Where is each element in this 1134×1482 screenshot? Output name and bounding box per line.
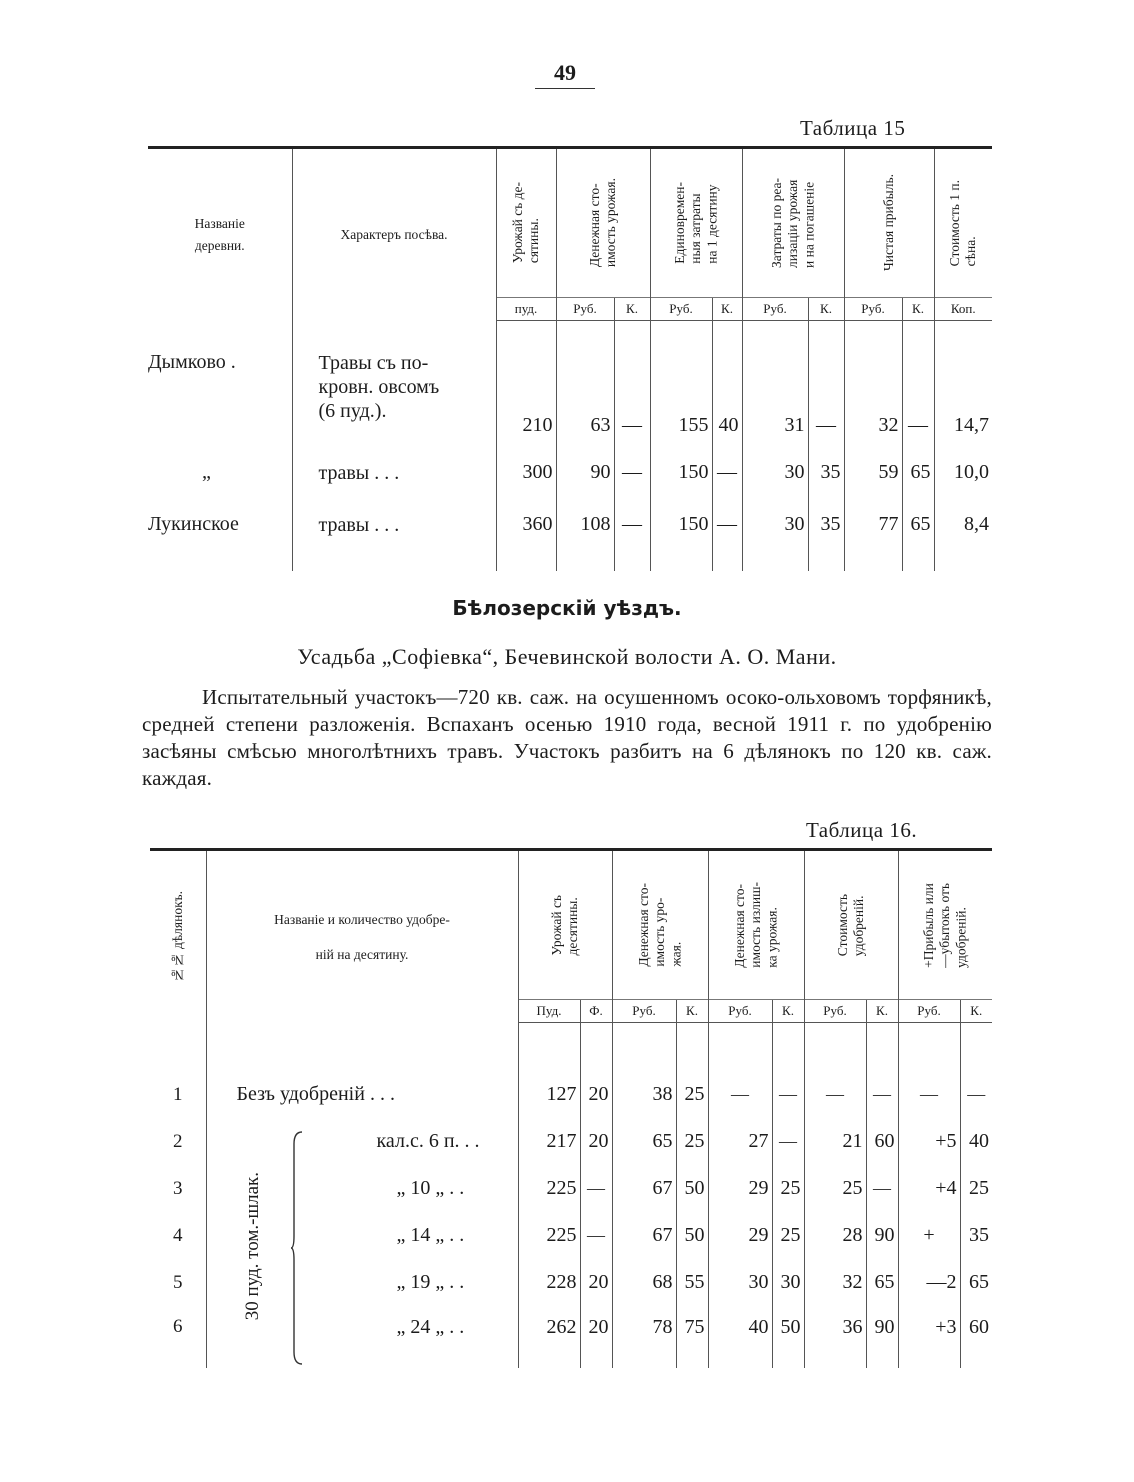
table-cell: 155: [650, 321, 712, 445]
unit-kop: К.: [902, 298, 934, 321]
unit-rub: Руб.: [650, 298, 712, 321]
table-cell: —: [960, 1071, 992, 1118]
table-cell: —: [902, 321, 934, 445]
table-cell: 25: [676, 1071, 708, 1118]
estate-line: Усадьба „Софіевка“, Бечевинской волости А. О. Мани.: [297, 644, 837, 669]
unit-k: К.: [866, 1000, 898, 1023]
table-cell: —: [712, 501, 742, 571]
table-cell: 4: [173, 1224, 183, 1246]
table-cell: 59: [844, 445, 902, 501]
table-cell: —: [772, 1118, 804, 1165]
header-realization-costs: Затраты по реа- лизаціи урожая и на погашеніе: [742, 148, 844, 298]
table-16: [150, 848, 992, 1368]
table-cell: 6: [173, 1316, 183, 1337]
table-cell: 20: [580, 1118, 612, 1165]
table-cell: 20: [580, 1306, 612, 1368]
section-title: Бѣлозерскій уѣздъ.: [452, 596, 682, 620]
header-money-surplus: Денежная сто- имость излиш- ка урожая.: [708, 850, 804, 1000]
table-cell: 35: [808, 501, 844, 571]
header-profit-loss: +Прибыль или —убытокъ отъ удобреній.: [898, 850, 992, 1000]
table-cell: 25: [676, 1118, 708, 1165]
table-row: [150, 1165, 992, 1212]
table-row: [150, 1306, 992, 1368]
table-cell: 25: [960, 1165, 992, 1212]
unit-kop: К.: [712, 298, 742, 321]
table-cell: 21: [804, 1118, 866, 1165]
table-cell: 65: [612, 1118, 676, 1165]
unit-k: К.: [772, 1000, 804, 1023]
unit-rub: Руб.: [556, 298, 614, 321]
table-cell: 32: [844, 321, 902, 445]
table-cell: 300: [496, 445, 556, 501]
table-row: [150, 1071, 992, 1118]
table-15: [148, 146, 992, 571]
table-cell: 68: [612, 1259, 676, 1306]
row3-village: Лукинское: [148, 512, 239, 535]
table-cell: 35: [960, 1212, 992, 1259]
unit-kop-full: Коп.: [934, 298, 992, 321]
unit-rub: Руб.: [804, 1000, 866, 1023]
header-one-time-costs: Единовремен- ныя затраты на 1 десятину: [650, 148, 742, 298]
table-cell: —: [772, 1071, 804, 1118]
header-fertilizer: Названіе и количество удобре- ній на десятину.: [206, 850, 518, 1023]
table-cell: 30: [772, 1259, 804, 1306]
table-cell: 65: [960, 1259, 992, 1306]
table-cell: 31: [742, 321, 808, 445]
table-cell: 90: [556, 445, 614, 501]
table-cell: 28: [804, 1212, 866, 1259]
table-cell: 77: [844, 501, 902, 571]
table-cell: 1: [173, 1083, 183, 1105]
unit-pud: Пуд.: [518, 1000, 580, 1023]
table-cell: „ 14 „ . .: [206, 1212, 518, 1259]
slag-group-label: 30 пуд. том.-шлак.: [242, 1171, 263, 1321]
table-cell: —: [580, 1165, 612, 1212]
table-cell: 36: [804, 1306, 866, 1368]
table-cell: 50: [772, 1306, 804, 1368]
table-cell: 8,4: [934, 501, 992, 571]
table-cell: —: [866, 1165, 898, 1212]
table15-caption: Таблица 15: [800, 116, 906, 140]
table-cell: „ 19 „ . .: [206, 1259, 518, 1306]
table-cell: —: [804, 1071, 866, 1118]
table-cell: —: [808, 321, 844, 445]
brace-icon: [290, 1130, 304, 1366]
table-cell: 127: [518, 1071, 580, 1118]
unit-f: Ф.: [580, 1000, 612, 1023]
table-cell: 20: [580, 1259, 612, 1306]
table-cell: 50: [676, 1165, 708, 1212]
table16-caption: Таблица 16.: [806, 818, 918, 842]
header-money-value: Денежная сто- имость урожая.: [556, 148, 650, 298]
description-paragraph: Испытательный участокъ—720 кв. саж. на осушенномъ осоко-ольховомъ торфяникѣ, средней степени разложенія. Вспаханъ осенью 1910 года, весной 1911 г. по удобренію засѣяны смѣсью многолѣтнихъ травъ. Участокъ разбитъ на 6 дѣлянокъ по 120 кв. саж. каждая.: [142, 685, 992, 790]
table-cell: 10,0: [934, 445, 992, 501]
table-cell: 40: [708, 1306, 772, 1368]
row1-village: Дымково .: [148, 350, 236, 373]
table-cell: 65: [866, 1259, 898, 1306]
table-cell: —2: [898, 1259, 960, 1306]
table-cell: „ 24 „ . .: [206, 1306, 518, 1368]
table-cell: 30: [708, 1259, 772, 1306]
header-yield: Урожай съ де- сятины.: [496, 148, 556, 298]
table-cell: 65: [902, 445, 934, 501]
unit-pud: пуд.: [496, 298, 556, 321]
table-row: [150, 1212, 992, 1259]
table-cell: —: [866, 1071, 898, 1118]
table-cell: 63: [556, 321, 614, 445]
table-cell: 262: [518, 1306, 580, 1368]
table-cell: 225: [518, 1165, 580, 1212]
table-cell: 60: [960, 1306, 992, 1368]
header-plot-no: №№ дѣлянокъ.: [169, 891, 185, 983]
table-cell: Безъ удобреній . . .: [206, 1071, 518, 1118]
table-cell: —: [898, 1071, 960, 1118]
header-village: Названіе деревни.: [194, 216, 245, 253]
table-cell: 225: [518, 1212, 580, 1259]
table-cell: 29: [708, 1212, 772, 1259]
table-cell: 65: [902, 501, 934, 571]
header-fert-cost: Стоимость удобреній.: [804, 850, 898, 1000]
table-row: [150, 1118, 992, 1165]
table-cell: 38: [612, 1071, 676, 1118]
table-cell: 3: [173, 1177, 183, 1199]
table-cell: —: [712, 445, 742, 501]
table-cell: —: [614, 445, 650, 501]
table-cell: 67: [612, 1212, 676, 1259]
table-cell: 210: [496, 321, 556, 445]
table-cell: 90: [866, 1212, 898, 1259]
table-cell: 50: [676, 1212, 708, 1259]
unit-k: К.: [676, 1000, 708, 1023]
table-cell: 55: [676, 1259, 708, 1306]
header-net-profit: Чистая прибыль.: [844, 148, 934, 298]
table-cell: 78: [612, 1306, 676, 1368]
table-cell: 14,7: [934, 321, 992, 445]
header-money-value: Денежная сто- имость уро- жая.: [612, 850, 708, 1000]
table-cell: 20: [580, 1071, 612, 1118]
table-cell: 30: [742, 501, 808, 571]
table-cell: —: [614, 321, 650, 445]
table-cell: 2: [173, 1130, 183, 1152]
table-cell: 25: [772, 1165, 804, 1212]
table-cell: 150: [650, 501, 712, 571]
table-cell: кал.с. 6 п. . .: [206, 1118, 518, 1165]
table-cell: —: [614, 501, 650, 571]
unit-kop: К.: [614, 298, 650, 321]
table-cell: 150: [650, 445, 712, 501]
row3-crop: травы . . .: [292, 501, 496, 571]
table-cell: 25: [772, 1212, 804, 1259]
table-cell: +4: [898, 1165, 960, 1212]
table-cell: 25: [804, 1165, 866, 1212]
table-cell: 228: [518, 1259, 580, 1306]
table-cell: 5: [173, 1271, 183, 1293]
header-yield: Урожай съ десятины.: [518, 850, 612, 1000]
table-cell: „ 10 „ . .: [206, 1165, 518, 1212]
table-row: [150, 1259, 992, 1306]
header-cost-per-pood: Стоимость 1 п. сѣна.: [934, 148, 992, 298]
unit-rub: Руб.: [708, 1000, 772, 1023]
table-cell: —: [708, 1071, 772, 1118]
table-cell: 27: [708, 1118, 772, 1165]
table-cell: 108: [556, 501, 614, 571]
table-cell: 360: [496, 501, 556, 571]
table-cell: 40: [712, 321, 742, 445]
table-cell: —: [580, 1212, 612, 1259]
header-crop: Характеръ посѣва.: [292, 148, 496, 321]
unit-rub: Руб.: [612, 1000, 676, 1023]
table-cell: +5: [898, 1118, 960, 1165]
table-cell: 30: [742, 445, 808, 501]
table-cell: 67: [612, 1165, 676, 1212]
table-cell: 32: [804, 1259, 866, 1306]
unit-kop: К.: [808, 298, 844, 321]
unit-k: К.: [960, 1000, 992, 1023]
unit-rub: Руб.: [844, 298, 902, 321]
unit-rub: Руб.: [742, 298, 808, 321]
unit-rub: Руб.: [898, 1000, 960, 1023]
table-cell: +: [898, 1212, 960, 1259]
table-cell: 90: [866, 1306, 898, 1368]
table-cell: 75: [676, 1306, 708, 1368]
table-cell: +3: [898, 1306, 960, 1368]
table-cell: 35: [808, 445, 844, 501]
table-cell: 29: [708, 1165, 772, 1212]
row2-village: „: [202, 461, 211, 483]
table-cell: 60: [866, 1118, 898, 1165]
page-number: 49: [535, 60, 595, 89]
table-cell: 217: [518, 1118, 580, 1165]
row1-crop: Травы съ по- кровн. овсомъ (6 пуд.).: [292, 321, 496, 445]
row2-crop: травы . . .: [292, 445, 496, 501]
table-cell: 40: [960, 1118, 992, 1165]
